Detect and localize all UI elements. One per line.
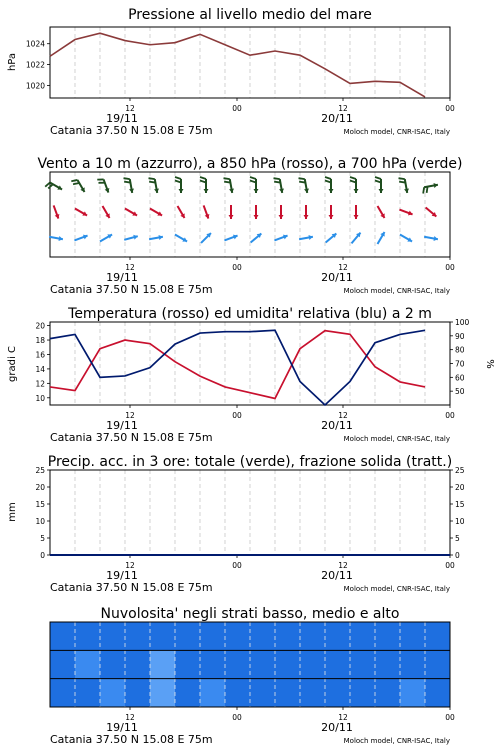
wind-850-arrow: [125, 209, 137, 216]
y-tick-label: 12: [35, 379, 45, 389]
cloud-cell: [50, 650, 76, 678]
x-tick-label: 12: [125, 104, 135, 113]
wind-700-barb: [325, 177, 334, 193]
location-label: Catania 37.50 N 15.08 E 75m: [50, 431, 213, 444]
barb-feather: [375, 177, 381, 179]
cloud-cell: [75, 679, 101, 707]
x-tick-label: 12: [338, 411, 348, 420]
location-label: Catania 37.50 N 15.08 E 75m: [50, 581, 213, 594]
wind-850-arrow: [426, 208, 437, 217]
y-tick-label-right: 20: [455, 483, 465, 492]
wind-700-barb: [250, 177, 259, 193]
cloud-cell: [125, 679, 151, 707]
cloud-cell: [250, 679, 276, 707]
cloud-cell: [200, 622, 226, 650]
arrow-head: [254, 215, 259, 219]
y-tick-label: 20: [35, 483, 45, 492]
barb-feather: [175, 177, 181, 179]
barb-feather: [350, 177, 356, 179]
cloud-cell: [75, 650, 101, 678]
x-tick-label: 00: [445, 104, 455, 113]
x-tick-label: 12: [338, 713, 348, 722]
chart-title: Pressione al livello medio del mare: [128, 7, 372, 23]
wind-10m-arrow: [175, 235, 187, 242]
x-tick-label: 00: [232, 263, 242, 272]
cloud-cell: [50, 622, 76, 650]
cloud-cell: [300, 679, 326, 707]
date-label-2: 20/11: [321, 721, 353, 734]
cloud-cell: [375, 650, 401, 678]
date-label-2: 20/11: [321, 271, 353, 284]
y-tick-label-right: 10: [455, 517, 465, 526]
wind-10m-arrow: [352, 233, 361, 244]
arrow-head: [354, 189, 359, 193]
cloud-cell: [350, 650, 376, 678]
wind-10m-arrow: [400, 235, 412, 242]
y-tick-label: 18: [35, 336, 45, 346]
barb-feather: [427, 187, 428, 193]
barb-feather: [399, 178, 405, 179]
cloud-cell: [425, 679, 451, 707]
y-axis-label: mm: [7, 502, 18, 522]
model-label: Moloch model, CNR-ISAC, Italy: [343, 585, 450, 593]
arrow-head: [354, 215, 359, 219]
barb-feather: [224, 182, 230, 183]
y-axis-label: gradi C: [7, 346, 18, 382]
chart-title: Precip. acc. in 3 ore: totale (verde), frazione solida (tratt.): [47, 454, 453, 470]
barb-feather: [274, 178, 280, 179]
y-axis-label-right: %: [484, 359, 495, 369]
barb-feather: [299, 182, 305, 183]
cloud-cell: [250, 622, 276, 650]
barb-feather: [299, 178, 305, 179]
cloud-cell: [325, 650, 351, 678]
arrow-head: [379, 189, 384, 193]
y-tick-label-right: 25: [455, 466, 465, 475]
y-tick-label-right: 80: [455, 345, 465, 355]
model-label: Moloch model, CNR-ISAC, Italy: [343, 128, 450, 136]
panel-2: [37, 156, 462, 296]
arrow-head: [329, 189, 334, 193]
cloud-cell: [175, 679, 201, 707]
barb-feather: [124, 182, 130, 183]
model-label: Moloch model, CNR-ISAC, Italy: [343, 435, 450, 443]
x-tick-label: 00: [232, 713, 242, 722]
wind-10m-arrow: [299, 235, 313, 240]
barb-feather: [274, 182, 280, 183]
cloud-cell: [225, 622, 251, 650]
y-tick-label: 10: [35, 517, 45, 526]
cloud-cell: [350, 679, 376, 707]
chart-title: Temperatura (rosso) ed umidita' relativa (blu) a 2 m: [68, 306, 432, 322]
y-tick-label-right: 50: [455, 387, 465, 397]
arrow-head: [329, 215, 334, 219]
y-tick-label: 1022: [25, 60, 45, 70]
y-tick-label-right: 90: [455, 331, 465, 341]
date-label-2: 20/11: [321, 112, 353, 125]
wind-10m-arrow: [224, 235, 237, 241]
wind-850-arrow: [204, 205, 210, 218]
y-tick-label-right: 5: [455, 534, 460, 543]
date-label-2: 20/11: [321, 419, 353, 432]
location-label: Catania 37.50 N 15.08 E 75m: [50, 283, 213, 296]
wind-10m-arrow: [378, 232, 385, 244]
chart-title: Nuvolosita' negli strati basso, medio e alto: [100, 606, 400, 622]
barb-feather: [200, 177, 206, 179]
cloud-cell: [100, 622, 126, 650]
wind-10m-arrow: [326, 234, 337, 243]
arrow-head: [229, 215, 234, 219]
cloud-cell: [300, 650, 326, 678]
cloud-cell: [350, 622, 376, 650]
barb-feather: [149, 178, 155, 179]
wind-10m-arrow: [251, 234, 262, 243]
cloud-cell: [400, 679, 426, 707]
wind-850-arrow: [178, 206, 185, 218]
wind-850-arrow: [399, 210, 412, 216]
wind-10m-arrow: [424, 236, 438, 241]
date-label-1: 19/11: [106, 721, 138, 734]
wind-850-arrow: [378, 206, 385, 218]
x-tick-label: 12: [125, 561, 135, 570]
y-axis-label: hPa: [7, 52, 18, 72]
x-tick-label: 00: [445, 263, 455, 272]
panel-1: [7, 7, 455, 137]
cloud-cell: [375, 679, 401, 707]
wind-700-barb: [200, 177, 209, 193]
location-label: Catania 37.50 N 15.08 E 75m: [50, 124, 213, 137]
barb-feather: [325, 177, 331, 179]
x-tick-label: 12: [338, 263, 348, 272]
y-tick-label-right: 100: [455, 318, 470, 327]
wind-10m-arrow: [149, 235, 163, 240]
wind-10m-arrow: [274, 235, 287, 241]
barb-feather: [45, 183, 50, 187]
x-tick-label: 00: [232, 104, 242, 113]
wind-10m-arrow: [74, 235, 87, 241]
cloud-cell: [100, 650, 126, 678]
cloud-cell: [50, 679, 76, 707]
model-label: Moloch model, CNR-ISAC, Italy: [343, 287, 450, 295]
x-tick-label: 00: [232, 411, 242, 420]
wind-850-arrow: [304, 205, 309, 219]
wind-10m-arrow: [100, 234, 112, 241]
wind-850-arrow: [75, 209, 87, 216]
cloud-cell: [425, 650, 451, 678]
cloud-cell: [225, 679, 251, 707]
barb-feather: [149, 182, 155, 183]
cloud-cell: [300, 622, 326, 650]
cloud-cell: [325, 679, 351, 707]
cloud-cell: [150, 650, 176, 678]
wind-700-barb: [175, 177, 184, 193]
date-label-1: 19/11: [106, 271, 138, 284]
date-label-1: 19/11: [106, 419, 138, 432]
x-tick-label: 00: [445, 561, 455, 570]
barb-feather: [423, 187, 424, 193]
model-label: Moloch model, CNR-ISAC, Italy: [343, 737, 450, 745]
panel-4: [7, 454, 465, 594]
cloud-cell: [275, 679, 301, 707]
y-tick-label: 15: [35, 500, 45, 509]
arrow-head: [279, 215, 284, 219]
cloud-cell: [250, 650, 276, 678]
x-tick-label: 00: [445, 411, 455, 420]
cloud-cell: [200, 650, 226, 678]
cloud-cell: [400, 650, 426, 678]
y-tick-label: 1020: [25, 81, 45, 91]
wind-10m-arrow: [201, 233, 211, 243]
cloud-cell: [125, 622, 151, 650]
cloud-cell: [75, 622, 101, 650]
barb-feather: [224, 178, 230, 179]
wind-10m-arrow: [124, 235, 138, 240]
date-label-1: 19/11: [106, 112, 138, 125]
y-tick-label-right: 0: [455, 551, 460, 560]
cloud-cell: [425, 622, 451, 650]
x-tick-label: 12: [125, 263, 135, 272]
barb-feather: [48, 184, 53, 188]
cloud-cell: [150, 679, 176, 707]
cloud-cell: [275, 622, 301, 650]
wind-850-arrow: [354, 205, 359, 219]
x-tick-label: 12: [125, 411, 135, 420]
panel-5: [50, 606, 455, 746]
temperature-line: [50, 331, 425, 399]
y-tick-label-right: 70: [455, 359, 465, 369]
date-label-2: 20/11: [321, 569, 353, 582]
cloud-cell: [125, 650, 151, 678]
cloud-cell: [325, 622, 351, 650]
wind-700-barb: [97, 179, 109, 192]
wind-850-arrow: [54, 205, 60, 218]
cloud-cell: [375, 622, 401, 650]
y-tick-label: 16: [35, 350, 45, 360]
y-tick-label: 0: [40, 551, 45, 560]
wind-850-arrow: [254, 205, 259, 219]
barb-feather: [73, 183, 79, 184]
y-tick-label-right: 15: [455, 500, 465, 509]
y-tick-label: 25: [35, 466, 45, 475]
location-label: Catania 37.50 N 15.08 E 75m: [50, 733, 213, 746]
date-label-1: 19/11: [106, 569, 138, 582]
cloud-cell: [100, 679, 126, 707]
cloud-cell: [200, 679, 226, 707]
chart-title: Vento a 10 m (azzurro), a 850 hPa (rosso), a 700 hPa (verde): [37, 156, 463, 172]
cloud-cell: [225, 650, 251, 678]
y-tick-label-right: 60: [455, 373, 465, 383]
wind-700-barb: [375, 177, 384, 193]
arrow-head: [254, 189, 259, 193]
x-tick-label: 00: [445, 713, 455, 722]
y-tick-label: 1024: [25, 39, 45, 49]
y-tick-label: 10: [35, 393, 45, 403]
pressure-line: [50, 33, 425, 97]
cloud-cell: [175, 622, 201, 650]
humidity-line: [50, 330, 425, 405]
cloud-cell: [175, 650, 201, 678]
x-tick-label: 00: [232, 561, 242, 570]
arrow-head: [304, 215, 309, 219]
y-tick-label: 5: [40, 534, 45, 543]
barb-feather: [71, 180, 77, 181]
cloud-cell: [150, 622, 176, 650]
x-tick-label: 12: [338, 104, 348, 113]
wind-850-arrow: [103, 206, 110, 218]
wind-850-arrow: [279, 205, 284, 219]
arrow-head: [179, 189, 184, 193]
cloud-cell: [275, 650, 301, 678]
y-tick-label: 14: [35, 364, 45, 374]
x-tick-label: 12: [338, 561, 348, 570]
cloud-cell: [400, 622, 426, 650]
wind-850-arrow: [329, 205, 334, 219]
x-tick-label: 12: [125, 713, 135, 722]
wind-700-barb: [71, 180, 84, 192]
panel-3: [7, 306, 495, 444]
barb-feather: [399, 182, 405, 183]
wind-10m-arrow: [49, 236, 63, 241]
wind-700-barb: [45, 183, 62, 190]
barb-feather: [124, 178, 130, 179]
wind-700-barb: [350, 177, 359, 193]
arrow-head: [204, 189, 209, 193]
y-tick-label: 20: [35, 321, 45, 331]
wind-850-arrow: [150, 209, 162, 216]
wind-850-arrow: [229, 205, 234, 219]
barb-feather: [250, 177, 256, 179]
